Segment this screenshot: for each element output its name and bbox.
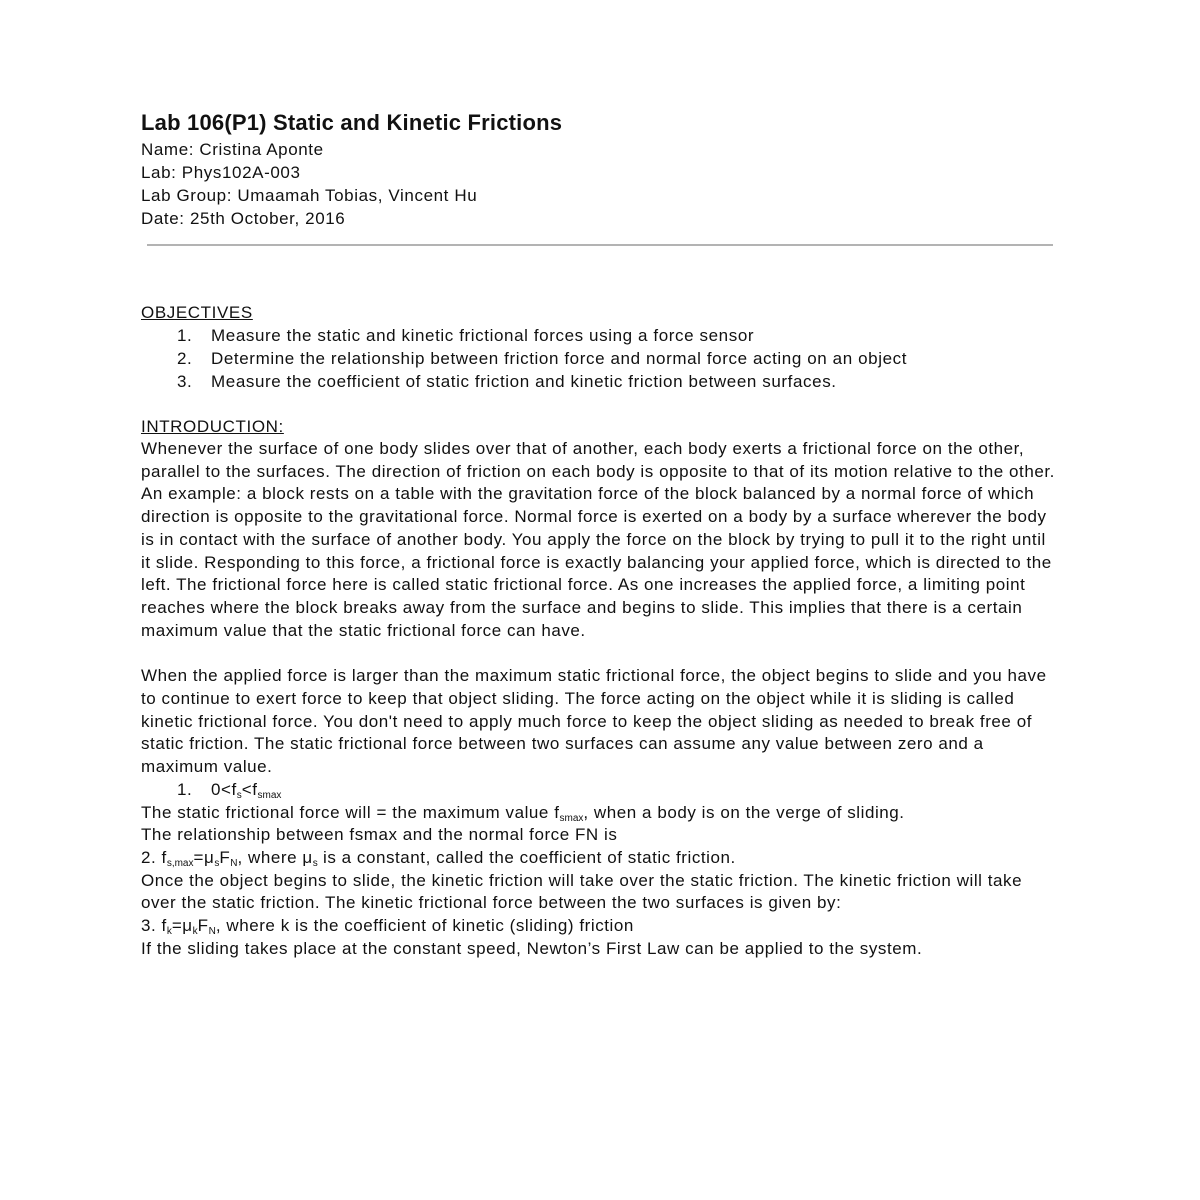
body-text: The static frictional force will = the maximum value f bbox=[141, 802, 560, 822]
list-number: 3. bbox=[177, 372, 193, 391]
subscript: smax bbox=[559, 812, 584, 824]
list-item bbox=[141, 324, 1061, 347]
list-item bbox=[141, 370, 1061, 393]
lab-group: Lab Group: Umaamah Tobias, Vincent Hu bbox=[141, 186, 478, 205]
subscript: k bbox=[166, 926, 172, 938]
equation-2 bbox=[141, 847, 1061, 870]
paragraph-spacer bbox=[141, 642, 1061, 665]
body-text: , when a body is on the verge of sliding. bbox=[583, 802, 905, 822]
equation-text: , where k is the coefficient of kinetic (sliding) friction bbox=[215, 916, 634, 936]
lab-section: Lab: Phys102A-003 bbox=[141, 163, 301, 182]
equation-text: 2. f bbox=[141, 847, 167, 867]
intro-paragraph-4: If the sliding takes place at the constant speed, Newton’s First Law can be applied to the system. bbox=[141, 938, 923, 958]
subscript: k bbox=[192, 926, 198, 938]
equation-text: =μ bbox=[193, 847, 215, 867]
document-page bbox=[141, 108, 1061, 960]
subscript: smax bbox=[257, 789, 282, 801]
list-item bbox=[141, 347, 1061, 370]
list-item-text: Determine the relationship between friction force and normal force acting on an object bbox=[211, 349, 908, 368]
list-item-text: Measure the static and kinetic frictional forces using a force sensor bbox=[211, 326, 755, 345]
lab-date: Date: 25th October, 2016 bbox=[141, 209, 346, 228]
horizontal-divider bbox=[147, 244, 1053, 246]
document-title: Lab 106(P1) Static and Kinetic Frictions bbox=[141, 110, 563, 135]
list-item-text: Measure the coefficient of static friction and kinetic friction between surfaces. bbox=[211, 372, 837, 391]
max-static-friction-line bbox=[141, 802, 1061, 825]
objectives-heading: OBJECTIVES bbox=[141, 303, 253, 322]
equation-text: , where μ bbox=[237, 847, 313, 867]
equation-text: <f bbox=[241, 779, 258, 799]
equation-text: F bbox=[197, 916, 209, 936]
equation-text: 0<f bbox=[211, 779, 237, 799]
equation-text: F bbox=[219, 847, 231, 867]
subscript: N bbox=[208, 926, 216, 938]
equation-1 bbox=[141, 779, 1061, 802]
subscript: N bbox=[230, 857, 238, 869]
equation-number: 1. bbox=[177, 779, 193, 799]
subscript: s bbox=[214, 857, 220, 869]
relationship-line: The relationship between fsmax and the normal force FN is bbox=[141, 825, 618, 845]
student-name: Name: Cristina Aponte bbox=[141, 140, 324, 159]
subscript: s,max bbox=[166, 857, 194, 869]
intro-paragraph-1: Whenever the surface of one body slides over that of another, each body exerts a frictional force on the other, parallel to the surfaces. The direction of friction on each body is opposite to that of its motion relative to the other. An example: a block rests on a table with the gravitation force of the block balanced by a normal force of which direction is opposite to the gravitational force. Normal force is exerted on a body by a surface wherever the body is in contact with the surface of another body. You apply the force on the block by trying to pull it to the right until it slide. Responding to this force, a frictional force is exactly balancing your applied force, which is directed to the left. The frictional force here is called static frictional force. As one increases the applied force, a limiting point reaches where the block breaks away from the surface and begins to slide. This implies that there is a certain maximum value that the static frictional force can have. bbox=[141, 439, 1055, 640]
header-info bbox=[141, 138, 1061, 230]
objectives-list bbox=[141, 324, 1061, 393]
subscript: s bbox=[312, 857, 318, 869]
intro-paragraph-2: When the applied force is larger than the maximum static frictional force, the object begins to slide and you have to continue to exert force to keep that object sliding. The force acting on the object while it is sliding is called kinetic frictional force. You don't need to apply much force to keep the object sliding as needed to break free of static friction. The static frictional force between two surfaces can assume any value between zero and a maximum value. bbox=[141, 666, 1047, 777]
equation-3 bbox=[141, 915, 1061, 938]
subscript: s bbox=[236, 789, 242, 801]
list-number: 2. bbox=[177, 349, 193, 368]
equation-text: 3. f bbox=[141, 916, 167, 936]
equation-text: is a constant, called the coefficient of static friction. bbox=[317, 847, 736, 867]
introduction-heading: INTRODUCTION: bbox=[141, 417, 284, 436]
list-number: 1. bbox=[177, 326, 193, 345]
equation-text: =μ bbox=[171, 916, 193, 936]
introduction-section bbox=[141, 415, 1061, 960]
objectives-section bbox=[141, 301, 1061, 393]
intro-paragraph-3: Once the object begins to slide, the kinetic friction will take over the static friction. The kinetic friction will take over the static friction. The kinetic frictional force between the two surfaces is given by: bbox=[141, 870, 1023, 913]
